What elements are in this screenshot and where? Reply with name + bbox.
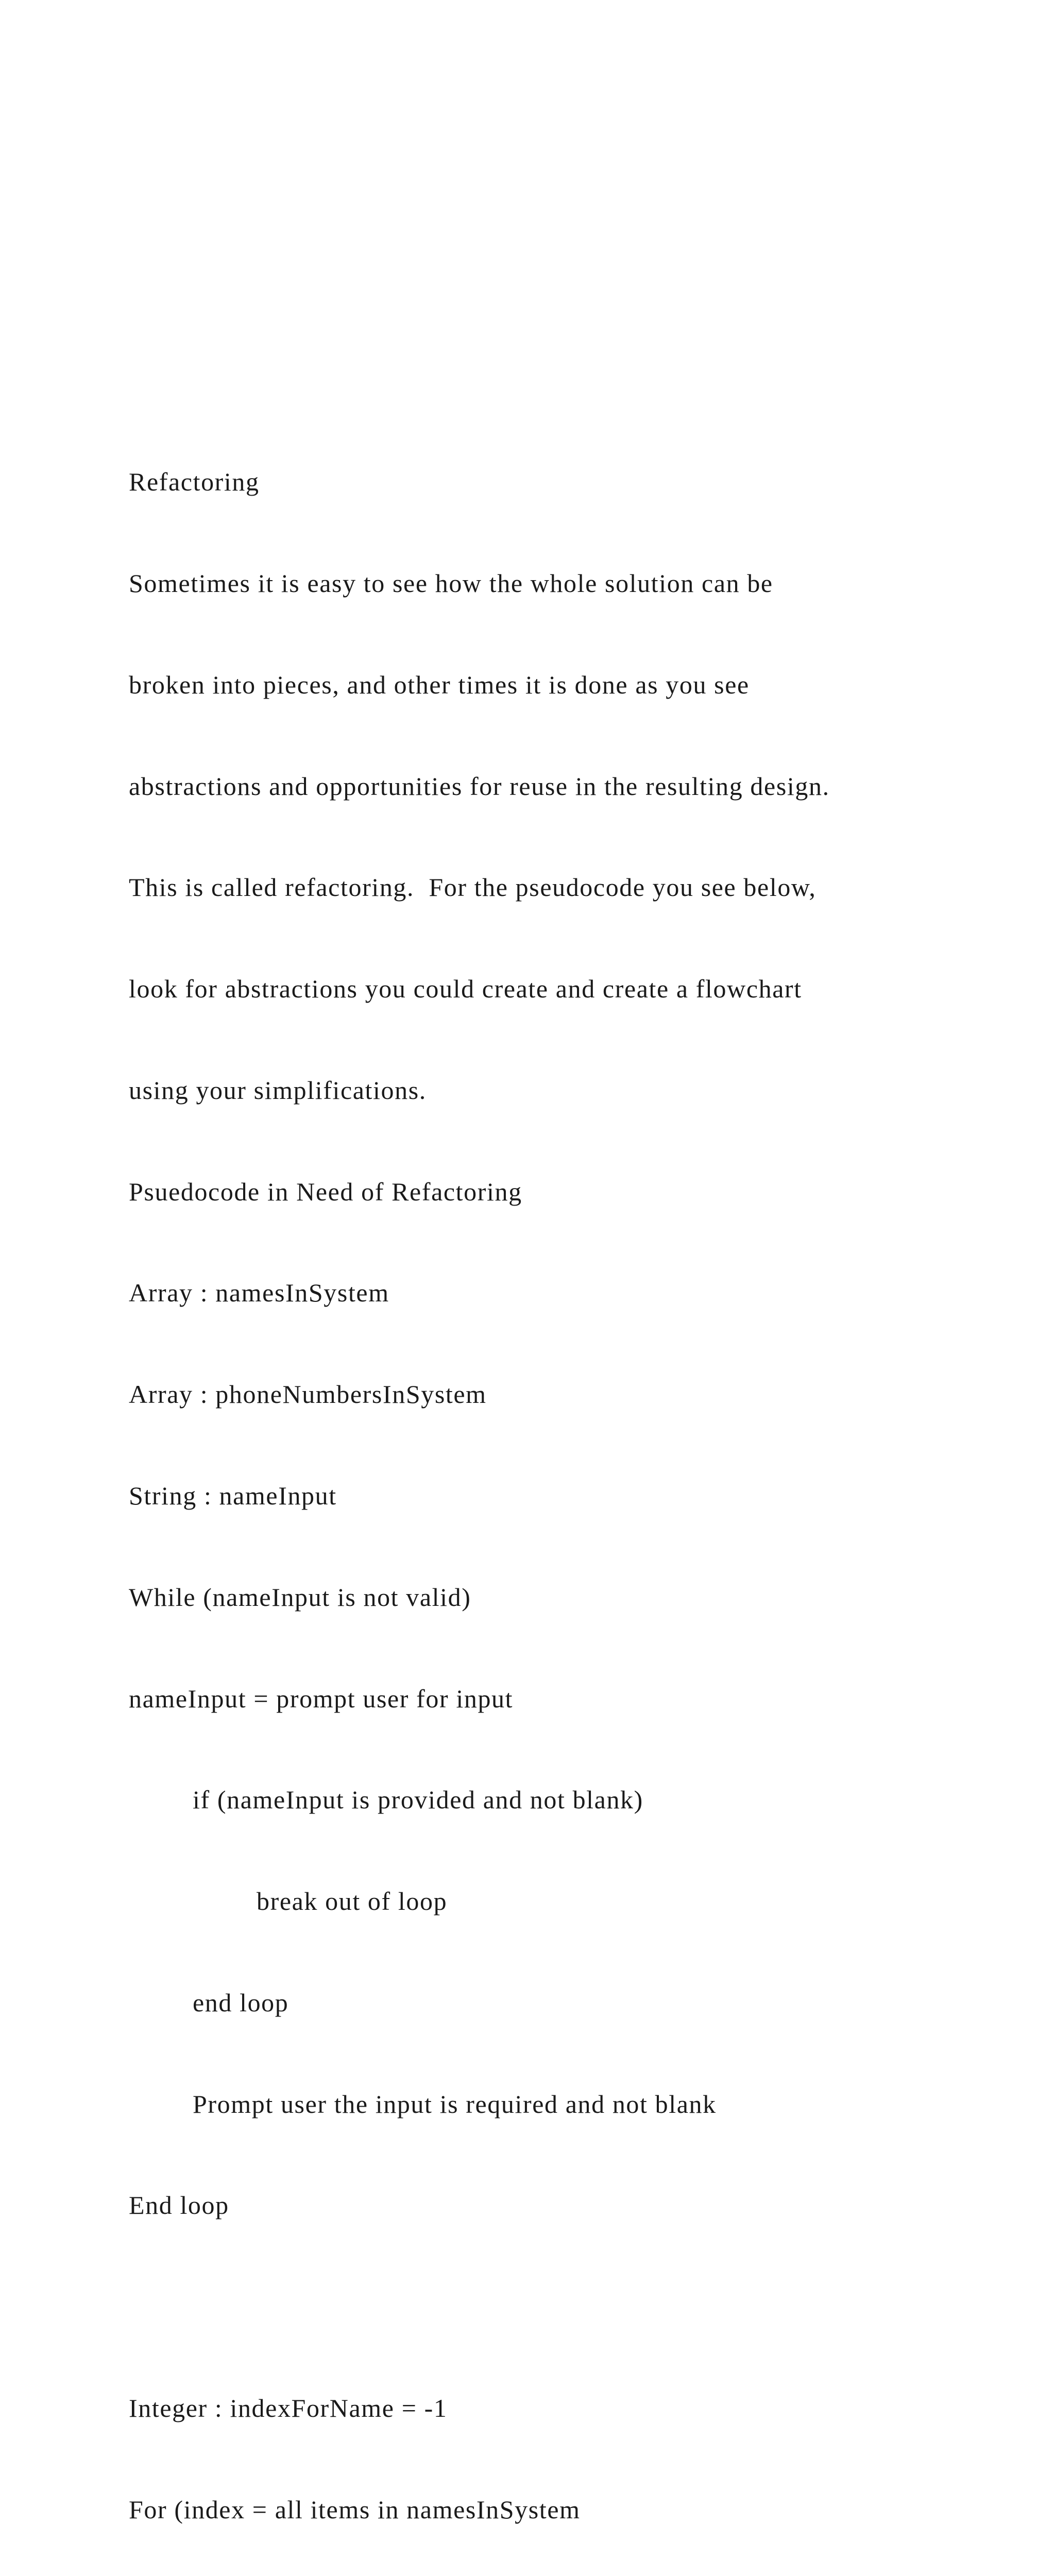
pseudocode-heading: Psuedocode in Need of Refactoring	[129, 1177, 522, 1206]
code-line: Array : namesInSystem	[129, 1278, 389, 1308]
paragraph-line: broken into pieces, and other times it is done as you see	[129, 670, 750, 699]
code-line: nameInput = prompt user for input	[129, 1684, 514, 1713]
paragraph-line: abstractions and opportunities for reuse in the resulting design.	[129, 771, 830, 801]
paragraph-line: This is called refactoring. For the pseudocode you see below,	[129, 873, 816, 902]
code-line: break out of loop	[257, 1887, 448, 1916]
blank-line	[129, 2290, 1005, 2324]
code-line: For (index = all items in namesInSystem	[129, 2495, 581, 2524]
code-line: Prompt user the input is required and not blank	[193, 2089, 717, 2119]
document-text	[129, 398, 1005, 2576]
code-line: end loop	[193, 1988, 289, 2017]
heading-refactoring: Refactoring	[129, 467, 260, 497]
paragraph-line: using your simplifications.	[129, 1075, 427, 1105]
paragraph-line: look for abstractions you could create and create a flowchart	[129, 974, 802, 1004]
code-line: Integer : indexForName = -1	[129, 2394, 448, 2423]
paragraph-line: Sometimes it is easy to see how the whole solution can be	[129, 568, 773, 598]
code-line: End loop	[129, 2191, 229, 2220]
code-line: if (nameInput is provided and not blank)	[193, 1785, 643, 1815]
code-line: While (nameInput is not valid)	[129, 1582, 471, 1612]
code-line: Array : phoneNumbersInSystem	[129, 1380, 487, 1409]
code-line: String : nameInput	[129, 1481, 337, 1510]
